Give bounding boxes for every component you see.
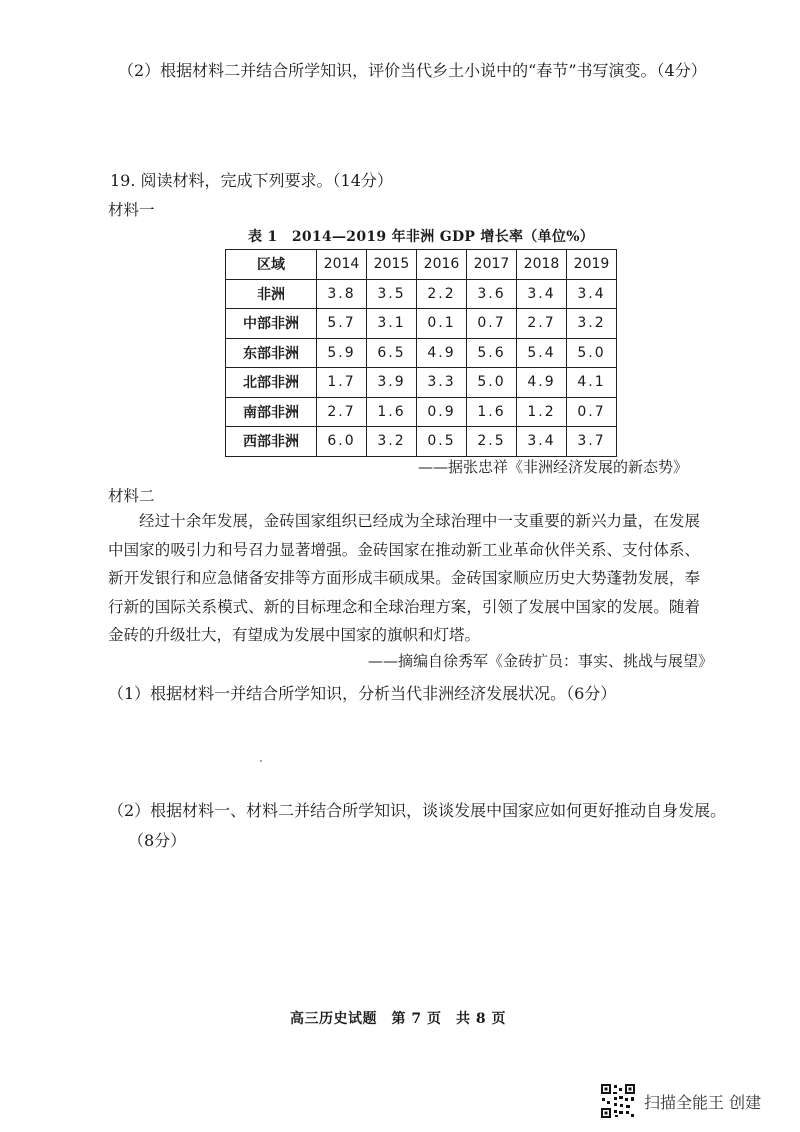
growth-rate-cell: 0.1: [417, 309, 467, 339]
q19-part2-score: （8分）: [128, 831, 187, 850]
material2-passage: 经过十余年发展，金砖国家组织已经成为全球治理中一支重要的新兴力量，在发展中国家的吸引力和号召力显著增强。金砖国家在推动新工业革命伙伴关系、支付体系、新开发银行和应急储备安排等方面形成丰硕成果。金砖国家顺应历史大势蓬勃发展，奉行新的国际关系模式、新的目标理念和全球治理方案，引领了发展中国家的发展。随着金砖的升级壮大，有望成为发展中国家的旗帜和灯塔。: [108, 512, 700, 645]
growth-rate-cell: 5.4: [517, 338, 567, 368]
growth-rate-cell: 0.9: [417, 397, 467, 427]
growth-rate-cell: 3.4: [517, 427, 567, 457]
growth-rate-cell: 4.9: [417, 338, 467, 368]
scan-speck: [260, 760, 262, 762]
column-header-year: 2016: [417, 250, 467, 280]
region-cell: 非洲: [226, 279, 317, 309]
growth-rate-cell: 5.0: [567, 338, 617, 368]
region-cell: 中部非洲: [226, 309, 317, 339]
growth-rate-cell: 2.2: [417, 279, 467, 309]
growth-rate-cell: 3.9: [367, 368, 417, 398]
growth-rate-cell: 5.6: [467, 338, 517, 368]
growth-rate-cell: 3.3: [417, 368, 467, 398]
column-header-year: 2019: [567, 250, 617, 280]
growth-rate-cell: 3.4: [567, 279, 617, 309]
growth-rate-cell: 0.7: [567, 397, 617, 427]
growth-rate-cell: 3.8: [317, 279, 367, 309]
growth-rate-cell: 5.0: [467, 368, 517, 398]
growth-rate-cell: 3.5: [367, 279, 417, 309]
table-row: [226, 397, 617, 427]
column-header-year: 2015: [367, 250, 417, 280]
growth-rate-cell: 2.7: [317, 397, 367, 427]
region-cell: 南部非洲: [226, 397, 317, 427]
table-body: [226, 279, 617, 456]
material1-label: 材料一: [108, 201, 155, 219]
table-row: [226, 338, 617, 368]
page-footer: 高三历史试题 第 7 页 共 8 页: [290, 1011, 506, 1027]
growth-rate-cell: 6.5: [367, 338, 417, 368]
q18-part2-prompt: （2）根据材料二并结合所学知识，评价当代乡土小说中的“春节”书写演变。（4分）: [118, 61, 707, 80]
table-row: [226, 279, 617, 309]
q19-part1-prompt: （1）根据材料一并结合所学知识，分析当代非洲经济发展状况。（6分）: [108, 684, 617, 703]
growth-rate-cell: 3.7: [567, 427, 617, 457]
table-caption: 表 1 2014—2019 年非洲 GDP 增长率（单位%）: [248, 229, 595, 245]
material2-label: 材料二: [108, 487, 155, 505]
material2-source: ——摘编自徐秀军《金砖扩员：事实、挑战与展望》: [368, 652, 714, 670]
growth-rate-cell: 4.1: [567, 368, 617, 398]
q19-part2-prompt: （2）根据材料一、材料二并结合所学知识，谈谈发展中国家应如何更好推动自身发展。: [108, 801, 727, 820]
region-cell: 西部非洲: [226, 427, 317, 457]
growth-rate-cell: 1.2: [517, 397, 567, 427]
table-header-row: [226, 250, 617, 280]
scanner-watermark: 扫描全能王 创建: [644, 1093, 762, 1112]
material1-source: ——据张忠祥《非洲经济发展的新态势》: [418, 458, 689, 476]
growth-rate-cell: 3.1: [367, 309, 417, 339]
column-header-region: 区域: [226, 250, 317, 280]
gdp-growth-table: [225, 249, 617, 457]
table-row: [226, 368, 617, 398]
growth-rate-cell: 5.7: [317, 309, 367, 339]
column-header-year: 2017: [467, 250, 517, 280]
growth-rate-cell: 3.2: [567, 309, 617, 339]
growth-rate-cell: 4.9: [517, 368, 567, 398]
table-row: [226, 427, 617, 457]
column-header-year: 2014: [317, 250, 367, 280]
growth-rate-cell: 2.5: [467, 427, 517, 457]
growth-rate-cell: 5.9: [317, 338, 367, 368]
region-cell: 北部非洲: [226, 368, 317, 398]
region-cell: 东部非洲: [226, 338, 317, 368]
growth-rate-cell: 1.6: [467, 397, 517, 427]
table-row: [226, 309, 617, 339]
growth-rate-cell: 3.6: [467, 279, 517, 309]
growth-rate-cell: 3.2: [367, 427, 417, 457]
growth-rate-cell: 1.6: [367, 397, 417, 427]
growth-rate-cell: 1.7: [317, 368, 367, 398]
growth-rate-cell: 2.7: [517, 309, 567, 339]
growth-rate-cell: 6.0: [317, 427, 367, 457]
column-header-year: 2018: [517, 250, 567, 280]
growth-rate-cell: 0.7: [467, 309, 517, 339]
q19-heading: 19. 阅读材料，完成下列要求。（14分）: [110, 171, 393, 190]
growth-rate-cell: 0.5: [417, 427, 467, 457]
growth-rate-cell: 3.4: [517, 279, 567, 309]
qr-code-icon: [600, 1083, 636, 1119]
